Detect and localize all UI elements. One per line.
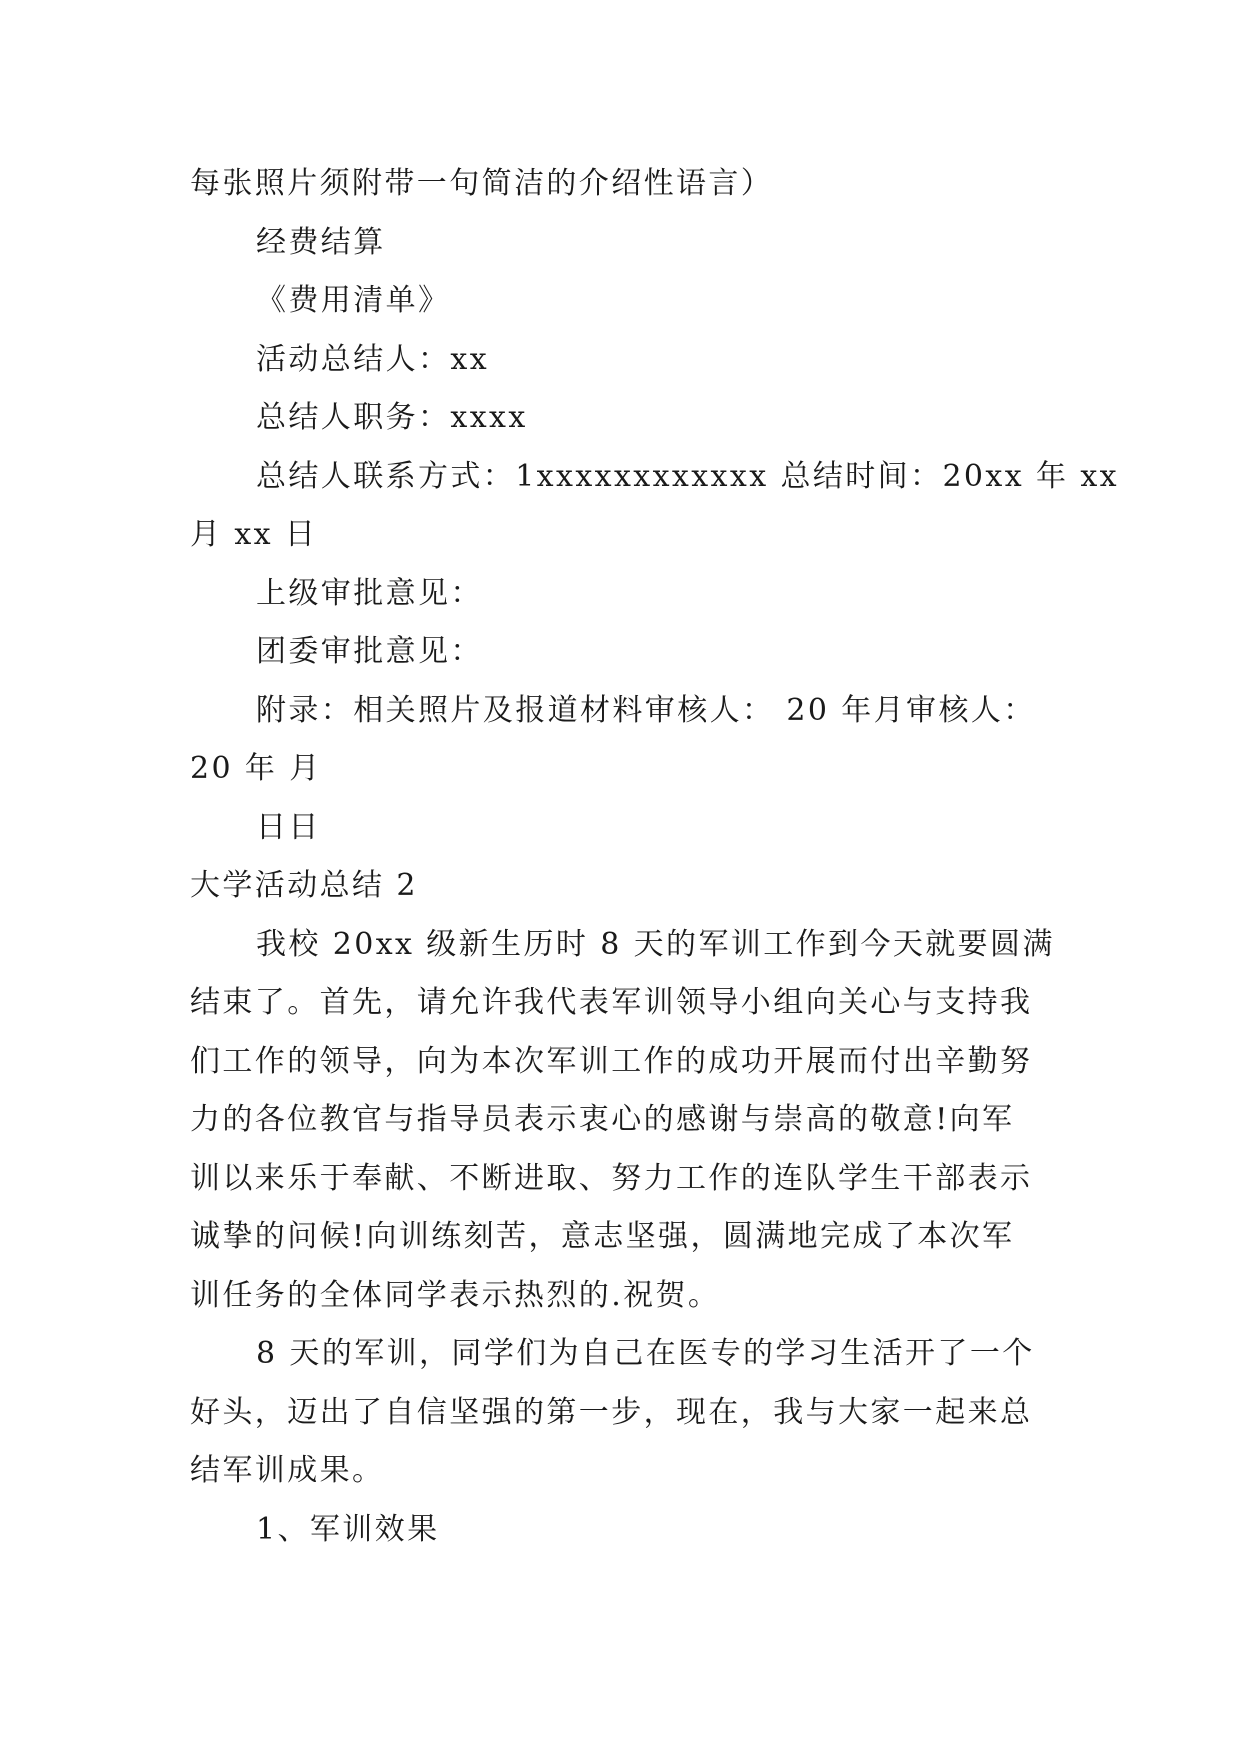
summarizer-position: 总结人职务：xxxx: [256, 400, 528, 435]
league-approval: 团委审批意见：: [256, 634, 483, 669]
paragraph-military-training-intro: [190, 916, 1055, 1326]
paragraph-line: 8 天的军训，同学们为自己在医专的学习生活开了一个: [256, 1336, 1035, 1371]
summarizer-contact: 总结人联系方式：1xxxxxxxxxxxx 总结时间：20xx 年 xx: [256, 458, 1119, 494]
photo-note-line: 每张照片须附带一句简洁的介绍性语言）: [190, 166, 774, 201]
appendix-day-line: 日日: [256, 809, 321, 845]
expense-list-title: 《费用清单》: [256, 283, 451, 318]
paragraph-line: 训以来乐于奉献、不断进取、努力工作的连队学生干部表示: [190, 1160, 1033, 1196]
paragraph-line: 结束了。首先，请允许我代表军训领导小组向关心与支持我: [190, 985, 1033, 1020]
appendix-line: 附录：相关照片及报道材料审核人： 20 年月审核人：: [256, 692, 1036, 728]
appendix-date-continuation: 20 年 月: [190, 751, 322, 786]
paragraph-line: 好头，迈出了自信坚强的第一步，现在，我与大家一起来总: [190, 1394, 1033, 1430]
section-title: 大学活动总结 2: [190, 868, 418, 903]
paragraph-line: 训任务的全体同学表示热烈的.祝贺。: [190, 1277, 721, 1313]
subsection-heading: 1、军训效果: [256, 1511, 440, 1547]
summarizer-name: 活动总结人：xx: [256, 341, 490, 377]
paragraph-line: 力的各位教官与指导员表示衷心的感谢与崇高的敬意!向军: [190, 1102, 1015, 1137]
superior-approval: 上级审批意见：: [256, 575, 483, 611]
paragraph-line: 诚挚的问候!向训练刻苦，意志坚强，圆满地完成了本次军: [190, 1219, 1015, 1254]
summary-date-continuation: 月 xx 日: [190, 517, 318, 552]
expense-heading: 经费结算: [256, 224, 386, 260]
paragraph-line: 们工作的领导，向为本次军训工作的成功开展而付出辛勤努: [190, 1043, 1033, 1079]
paragraph-training-summary: [190, 1325, 1050, 1501]
paragraph-line: 我校 20xx 级新生历时 8 天的军训工作到今天就要圆满: [256, 926, 1055, 962]
document-body: [190, 155, 1119, 1559]
paragraph-line: 结军训成果。: [190, 1453, 385, 1488]
